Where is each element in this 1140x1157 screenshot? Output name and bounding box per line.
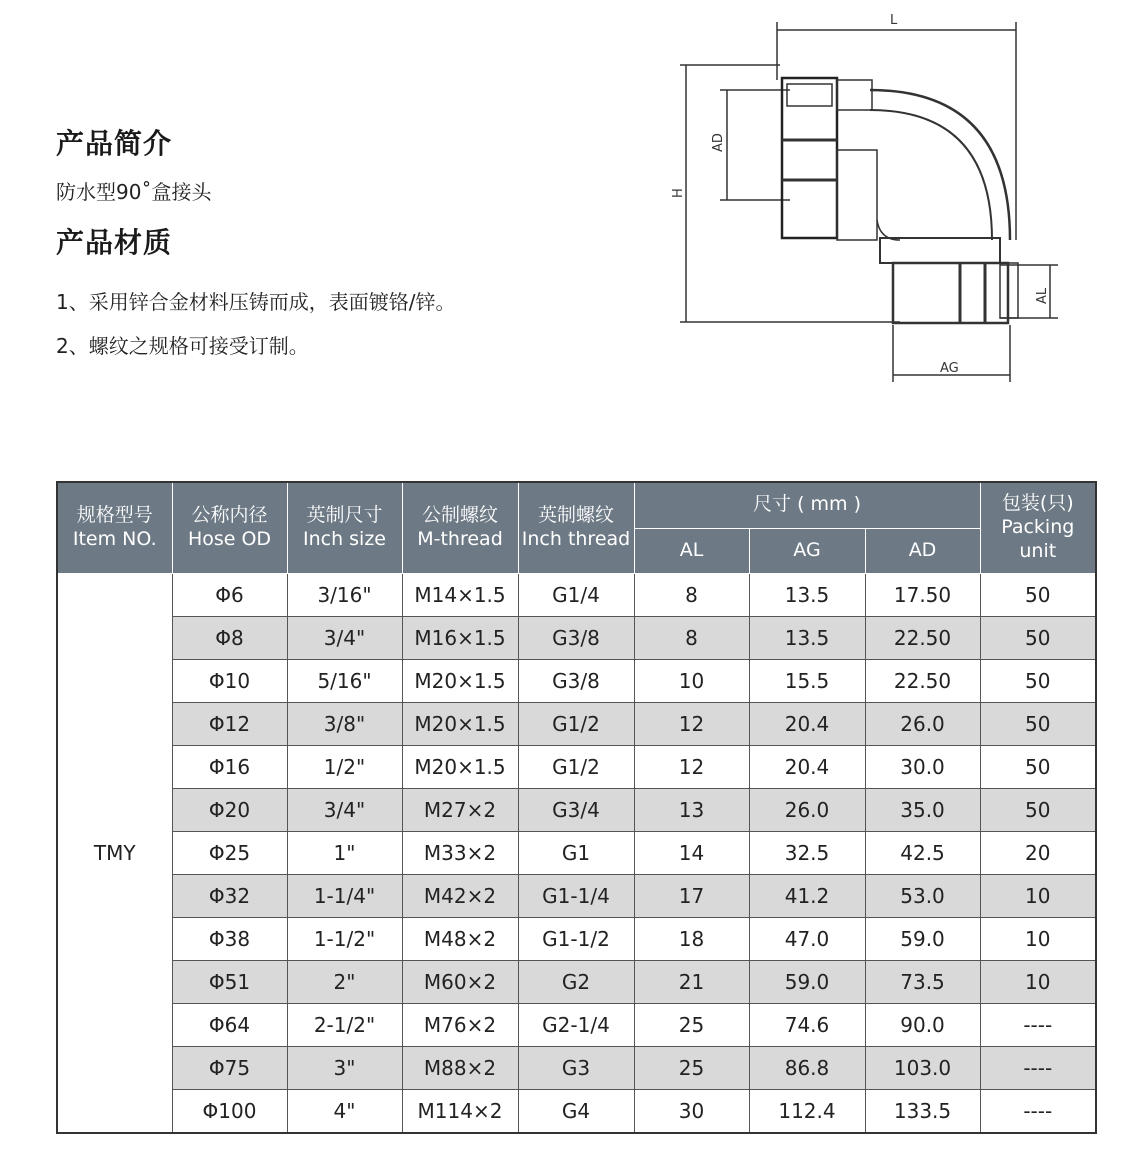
cell-hose-od: Φ20: [172, 788, 287, 831]
cell-inch-size: 3/4": [287, 616, 402, 659]
cell-hose-od: Φ10: [172, 659, 287, 702]
cell-al: 18: [634, 917, 749, 960]
table-row: [57, 702, 1096, 745]
cell-hose-od: Φ6: [172, 573, 287, 616]
cell-inch-thread: G1-1/4: [518, 874, 634, 917]
cell-ag: 13.5: [749, 573, 865, 616]
cell-inch-size: 3/8": [287, 702, 402, 745]
cell-inch-size: 3/16": [287, 573, 402, 616]
table-row: [57, 745, 1096, 788]
header-ad: AD: [865, 528, 980, 573]
cell-hose-od: Φ75: [172, 1046, 287, 1089]
header-ag: AG: [749, 528, 865, 573]
cell-inch-thread: G3/8: [518, 659, 634, 702]
table-row: [57, 788, 1096, 831]
cell-ag: 59.0: [749, 960, 865, 1003]
cell-al: 21: [634, 960, 749, 1003]
table-row: [57, 1089, 1096, 1133]
cell-al: 30: [634, 1089, 749, 1133]
cell-inch-thread: G2: [518, 960, 634, 1003]
cell-hose-od: Φ51: [172, 960, 287, 1003]
cell-m-thread: M27×2: [402, 788, 518, 831]
spec-table-body: [57, 573, 1096, 1133]
cell-inch-size: 4": [287, 1089, 402, 1133]
cell-inch-size: 2-1/2": [287, 1003, 402, 1046]
cell-inch-thread: G1/4: [518, 573, 634, 616]
cell-ag: 32.5: [749, 831, 865, 874]
cell-m-thread: M88×2: [402, 1046, 518, 1089]
cell-ag: 86.8: [749, 1046, 865, 1089]
cell-al: 14: [634, 831, 749, 874]
cell-m-thread: M16×1.5: [402, 616, 518, 659]
cell-packing-unit: 50: [980, 788, 1096, 831]
dim-label-l: L: [890, 13, 898, 28]
header-dimensions: 尺寸 ( mm ): [634, 482, 980, 528]
cell-ag: 41.2: [749, 874, 865, 917]
cell-inch-size: 5/16": [287, 659, 402, 702]
cell-inch-size: 3": [287, 1046, 402, 1089]
header-m-thread: 公制螺纹 M-thread: [402, 482, 518, 573]
table-row: [57, 1046, 1096, 1089]
table-row: [57, 616, 1096, 659]
cell-packing-unit: 10: [980, 960, 1096, 1003]
cell-ad: 103.0: [865, 1046, 980, 1089]
item-no-cell: TMY: [57, 573, 172, 1133]
dim-label-al: AL: [1035, 287, 1050, 304]
cell-inch-thread: G3/4: [518, 788, 634, 831]
cell-ad: 133.5: [865, 1089, 980, 1133]
cell-ag: 26.0: [749, 788, 865, 831]
cell-ag: 13.5: [749, 616, 865, 659]
cell-al: 17: [634, 874, 749, 917]
cell-ad: 73.5: [865, 960, 980, 1003]
table-row: [57, 831, 1096, 874]
cell-ag: 74.6: [749, 1003, 865, 1046]
table-row: [57, 917, 1096, 960]
material-title: 产品材质: [56, 226, 173, 259]
cell-ad: 26.0: [865, 702, 980, 745]
cell-inch-thread: G4: [518, 1089, 634, 1133]
cell-inch-size: 3/4": [287, 788, 402, 831]
cell-m-thread: M14×1.5: [402, 573, 518, 616]
intro-description: 防水型90˚盒接头: [56, 180, 212, 204]
cell-inch-size: 1/2": [287, 745, 402, 788]
cell-ad: 35.0: [865, 788, 980, 831]
cell-inch-thread: G3/8: [518, 616, 634, 659]
cell-hose-od: Φ8: [172, 616, 287, 659]
dim-label-ag: AG: [940, 361, 959, 376]
cell-inch-size: 1-1/2": [287, 917, 402, 960]
cell-m-thread: M20×1.5: [402, 745, 518, 788]
cell-hose-od: Φ16: [172, 745, 287, 788]
cell-ad: 42.5: [865, 831, 980, 874]
cell-hose-od: Φ38: [172, 917, 287, 960]
cell-ad: 59.0: [865, 917, 980, 960]
cell-m-thread: M76×2: [402, 1003, 518, 1046]
cell-packing-unit: ----: [980, 1089, 1096, 1133]
table-row: [57, 573, 1096, 616]
elbow-connector-drawing: [660, 10, 1080, 390]
cell-packing-unit: ----: [980, 1003, 1096, 1046]
cell-al: 8: [634, 573, 749, 616]
cell-packing-unit: 10: [980, 874, 1096, 917]
cell-al: 13: [634, 788, 749, 831]
cell-hose-od: Φ25: [172, 831, 287, 874]
table-row: [57, 874, 1096, 917]
cell-packing-unit: 10: [980, 917, 1096, 960]
cell-ad: 90.0: [865, 1003, 980, 1046]
cell-ad: 17.50: [865, 573, 980, 616]
cell-m-thread: M114×2: [402, 1089, 518, 1133]
cell-al: 12: [634, 745, 749, 788]
header-al: AL: [634, 528, 749, 573]
cell-ad: 22.50: [865, 659, 980, 702]
cell-m-thread: M33×2: [402, 831, 518, 874]
intro-title: 产品简介: [56, 127, 173, 160]
cell-packing-unit: 50: [980, 573, 1096, 616]
cell-al: 8: [634, 616, 749, 659]
cell-inch-thread: G1: [518, 831, 634, 874]
cell-inch-thread: G1-1/2: [518, 917, 634, 960]
cell-packing-unit: 50: [980, 616, 1096, 659]
cell-inch-size: 1": [287, 831, 402, 874]
cell-inch-size: 2": [287, 960, 402, 1003]
cell-hose-od: Φ64: [172, 1003, 287, 1046]
material-item-2: 2、螺纹之规格可接受订制。: [56, 334, 309, 358]
cell-ad: 53.0: [865, 874, 980, 917]
header-inch-thread: 英制螺纹 Inch thread: [518, 482, 634, 573]
cell-al: 25: [634, 1046, 749, 1089]
header-item-no: 规格型号 Item NO.: [57, 482, 172, 573]
table-row: [57, 1003, 1096, 1046]
cell-hose-od: Φ12: [172, 702, 287, 745]
cell-ag: 20.4: [749, 702, 865, 745]
table-row: [57, 960, 1096, 1003]
dim-label-h: H: [671, 188, 686, 198]
header-hose-od: 公称内径 Hose OD: [172, 482, 287, 573]
cell-m-thread: M20×1.5: [402, 659, 518, 702]
cell-packing-unit: 50: [980, 702, 1096, 745]
cell-ad: 22.50: [865, 616, 980, 659]
cell-packing-unit: ----: [980, 1046, 1096, 1089]
cell-al: 10: [634, 659, 749, 702]
cell-hose-od: Φ100: [172, 1089, 287, 1133]
cell-al: 25: [634, 1003, 749, 1046]
cell-ag: 20.4: [749, 745, 865, 788]
dim-label-ad: AD: [711, 133, 726, 152]
cell-al: 12: [634, 702, 749, 745]
cell-inch-thread: G3: [518, 1046, 634, 1089]
cell-ad: 30.0: [865, 745, 980, 788]
cell-inch-thread: G2-1/4: [518, 1003, 634, 1046]
cell-packing-unit: 50: [980, 745, 1096, 788]
material-item-1: 1、采用锌合金材料压铸而成，表面镀铬/锌。: [56, 290, 456, 314]
cell-m-thread: M48×2: [402, 917, 518, 960]
cell-packing-unit: 20: [980, 831, 1096, 874]
cell-inch-thread: G1/2: [518, 702, 634, 745]
header-inch-size: 英制尺寸 Inch size: [287, 482, 402, 573]
cell-m-thread: M42×2: [402, 874, 518, 917]
cell-ag: 112.4: [749, 1089, 865, 1133]
cell-m-thread: M20×1.5: [402, 702, 518, 745]
header-packing-unit: 包装(只) Packing unit: [980, 482, 1096, 573]
cell-inch-thread: G1/2: [518, 745, 634, 788]
cell-ag: 15.5: [749, 659, 865, 702]
cell-inch-size: 1-1/4": [287, 874, 402, 917]
cell-m-thread: M60×2: [402, 960, 518, 1003]
table-row: [57, 659, 1096, 702]
cell-packing-unit: 50: [980, 659, 1096, 702]
spec-table: [56, 481, 1097, 1134]
cell-hose-od: Φ32: [172, 874, 287, 917]
cell-ag: 47.0: [749, 917, 865, 960]
